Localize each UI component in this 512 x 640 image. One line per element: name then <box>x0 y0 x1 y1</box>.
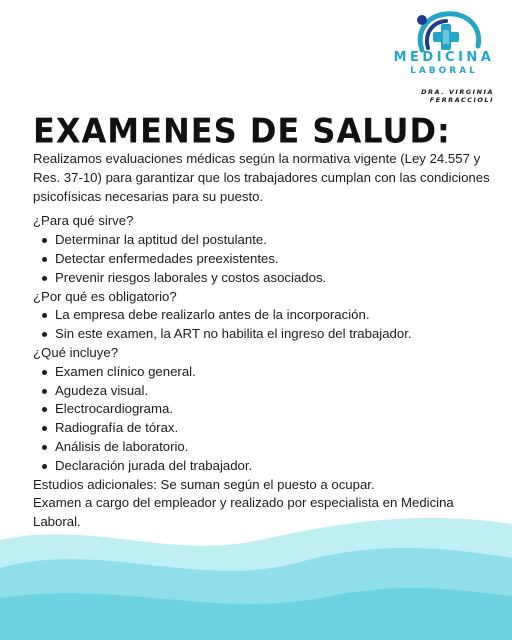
list-item: Sin este examen, la ART no habilita el ingreso del trabajador. <box>33 325 505 344</box>
logo-subtitle: LABORAL <box>410 66 478 76</box>
list-item: Agudeza visual. <box>33 382 505 401</box>
section-por-que-es-obligatorio <box>33 288 505 344</box>
list-item: La empresa debe realizarlo antes de la incorporación. <box>33 306 505 325</box>
section-question: ¿Para qué sirve? <box>33 213 134 229</box>
intro-paragraph: Realizamos evaluaciones médicas según la normativa vigente (Ley 24.557 y Res. 37-10) para garantizar que los trabajadores cumplan con las condiciones psicofísicas necesarias para su puesto. <box>33 151 490 204</box>
logo <box>388 6 506 106</box>
stethoscope-cross-icon <box>412 10 488 54</box>
list-item: Detectar enfermedades preexistentes. <box>33 250 505 269</box>
list-item: Declaración jurada del trabajador. <box>33 457 505 476</box>
main-content <box>33 150 505 532</box>
section-que-incluye <box>33 344 505 476</box>
list-item: Análisis de laboratorio. <box>33 438 505 457</box>
bullet-list <box>33 363 505 476</box>
list-item: Prevenir riesgos laborales y costos asociados. <box>33 269 505 288</box>
logo-doctor-line2: FERRACCIOLI <box>429 96 494 104</box>
logo-title: MEDICINA <box>393 50 495 65</box>
section-question: ¿Por qué es obligatorio? <box>33 288 177 304</box>
page-title: EXAMENES DE SALUD: <box>33 111 451 151</box>
section-para-que-sirve <box>33 212 505 287</box>
logo-doctor-line1: DRA. VIRGINIA <box>421 88 494 96</box>
logo-doctor-name <box>421 88 494 104</box>
list-item: Examen clínico general. <box>33 363 505 382</box>
list-item: Radiografía de tórax. <box>33 419 505 438</box>
list-item: Electrocardiograma. <box>33 400 505 419</box>
employer-responsibility-text: Examen a cargo del empleador y realizado por especialista en Medicina Laboral. <box>33 495 454 530</box>
bullet-list <box>33 306 505 344</box>
additional-studies-text: Estudios adicionales: Se suman según el puesto a ocupar. <box>33 476 375 492</box>
list-item: Determinar la aptitud del postulante. <box>33 231 505 250</box>
section-question: ¿Qué incluye? <box>33 344 119 360</box>
decorative-waves <box>0 500 512 640</box>
bullet-list <box>33 231 505 287</box>
